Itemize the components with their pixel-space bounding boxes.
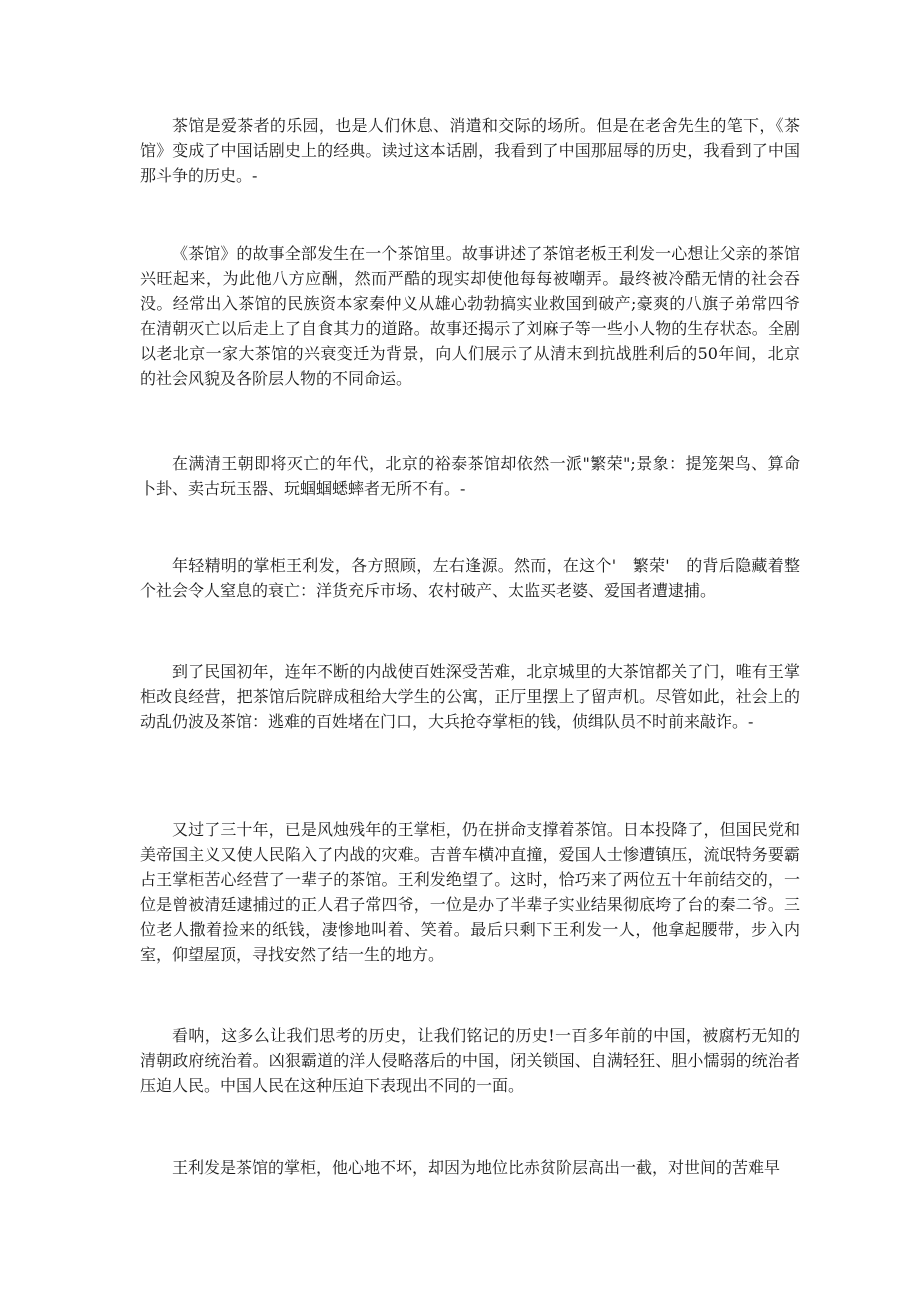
paragraph-character-analysis: 王利发是茶馆的掌柜，他心地不坏，却因为地位比赤贫阶层高出一截，对世间的苦难早 — [172, 1158, 781, 1177]
paragraph-intro: 茶馆是爱茶者的乐园，也是人们休息、消遣和交际的场所。但是在老舍先生的笔下，《茶馆》变成了中国话剧史上的经典。读过这本话剧，我看到了中国那屈辱的历史，我看到了中国那斗争的历史。- — [140, 116, 800, 185]
paragraph-wang-lifa: 年轻精明的掌柜王利发，各方照顾，左右逢源。然而，在这个' 繁荣' 的背后隐藏着整个社会令人窒息的衰亡：洋货充斥市场、农村破产、太监买老婆、爱国者遭逮捕。 — [140, 556, 800, 600]
paragraph-reflection: 看呐，这多么让我们思考的历史，让我们铭记的历史!一百多年前的中国，被腐朽无知的清朝政府统治着。凶狠霸道的洋人侵略落后的中国，闭关锁国、自满轻狂、胆小懦弱的统治者压迫人民。中国人民在这种压迫下表现出不同的一面。 — [140, 1026, 800, 1095]
paragraph-thirty-years-later: 又过了三十年，已是风烛残年的王掌柜，仍在拼命支撑着茶馆。日本投降了，但国民党和美帝国主义又使人民陷入了内战的灾难。吉普车横冲直撞，爱国人士惨遭镇压，流氓特务要霸占王掌柜苦心经营了一辈子的茶馆。王利发绝望了。这时，恰巧来了两位五十年前结交的，一位是曾被清廷逮捕过的正人君子常四爷，一位是办了半辈子实业结果彻底垮了台的秦二爷。三位老人撒着捡来的纸钱，凄惨地叫着、笑着。最后只剩下王利发一人，他拿起腰带，步入内室，仰望屋顶，寻找安然了结一生的地方。 — [140, 820, 800, 964]
paragraph-story-summary: 《茶馆》的故事全部发生在一个茶馆里。故事讲述了茶馆老板王利发一心想让父亲的茶馆兴旺起来，为此他八方应酬，然而严酷的现实却使他每每被嘲弄。最终被冷酷无情的社会吞没。经常出入茶馆的民族资本家秦仲义从雄心勃勃搞实业救国到破产;豪爽的八旗子弟常四爷在清朝灭亡以后走上了自食其力的道路。故事还揭示了刘麻子等一些小人物的生存状态。全剧以老北京一家大茶馆的兴衰变迁为背景，向人们展示了从清末到抗战胜利后的50年间，北京的社会风貌及各阶层人物的不同命运。 — [140, 244, 800, 388]
paragraph-republic-era: 到了民国初年，连年不断的内战使百姓深受苦难，北京城里的大茶馆都关了门，唯有王掌柜改良经营，把茶馆后院辟成租给大学生的公寓，正厅里摆上了留声机。尽管如此，社会上的动乱仍波及茶馆：逃难的百姓堵在门口，大兵抢夺掌柜的钱，侦缉队员不时前来敲诈。- — [140, 662, 800, 731]
paragraph-qing-era: 在满清王朝即将灭亡的年代，北京的裕泰茶馆却依然一派"繁荣";景象：提笼架鸟、算命卜卦、卖古玩玉器、玩蝈蝈蟋蟀者无所不有。- — [140, 454, 800, 498]
